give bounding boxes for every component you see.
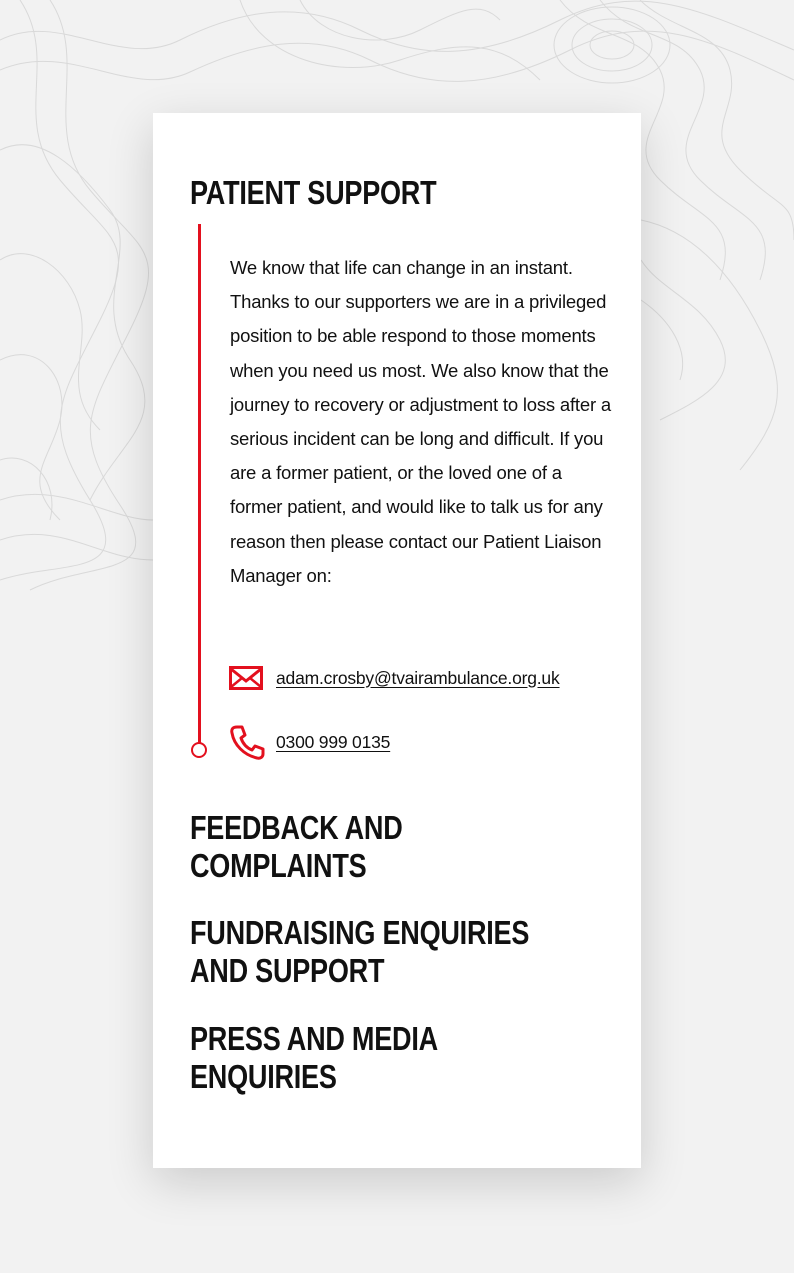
timeline-line: [198, 224, 201, 744]
press-media-heading[interactable]: [190, 1020, 438, 1096]
email-contact: [229, 660, 560, 696]
feedback-heading-line-1: FEEDBACK AND: [190, 809, 403, 846]
envelope-icon: [229, 660, 265, 696]
patient-support-description: We know that life can change in an instant. Thanks to our supporters we are in a privileged position to be able respond to those moments when you need us most. We also know that the journey to recovery or adjustment to loss after a serious incident can be long and difficult. If you are a former patient, or the loved one of a former patient, and would like to talk us for any reason then please contact our Patient Liaison Manager on:: [230, 257, 611, 586]
timeline-end-dot: [191, 742, 207, 758]
patient-support-heading: PATIENT SUPPORT: [190, 174, 437, 211]
email-link[interactable]: adam.crosby@tvairambulance.org.uk: [276, 667, 560, 688]
press-heading-line-2: ENQUIRIES: [190, 1058, 337, 1095]
phone-contact: [229, 724, 390, 760]
press-heading-line-1: PRESS AND MEDIA: [190, 1020, 438, 1057]
fundraising-enquiries-heading[interactable]: [190, 914, 529, 990]
feedback-heading-line-2: COMPLAINTS: [190, 847, 367, 884]
content-card: [153, 113, 641, 1168]
fundraising-heading-line-1: FUNDRAISING ENQUIRIES: [190, 914, 530, 951]
phone-link[interactable]: 0300 999 0135: [276, 731, 391, 752]
feedback-complaints-heading[interactable]: [190, 809, 403, 885]
fundraising-heading-line-2: AND SUPPORT: [190, 952, 385, 989]
phone-icon: [229, 724, 265, 760]
